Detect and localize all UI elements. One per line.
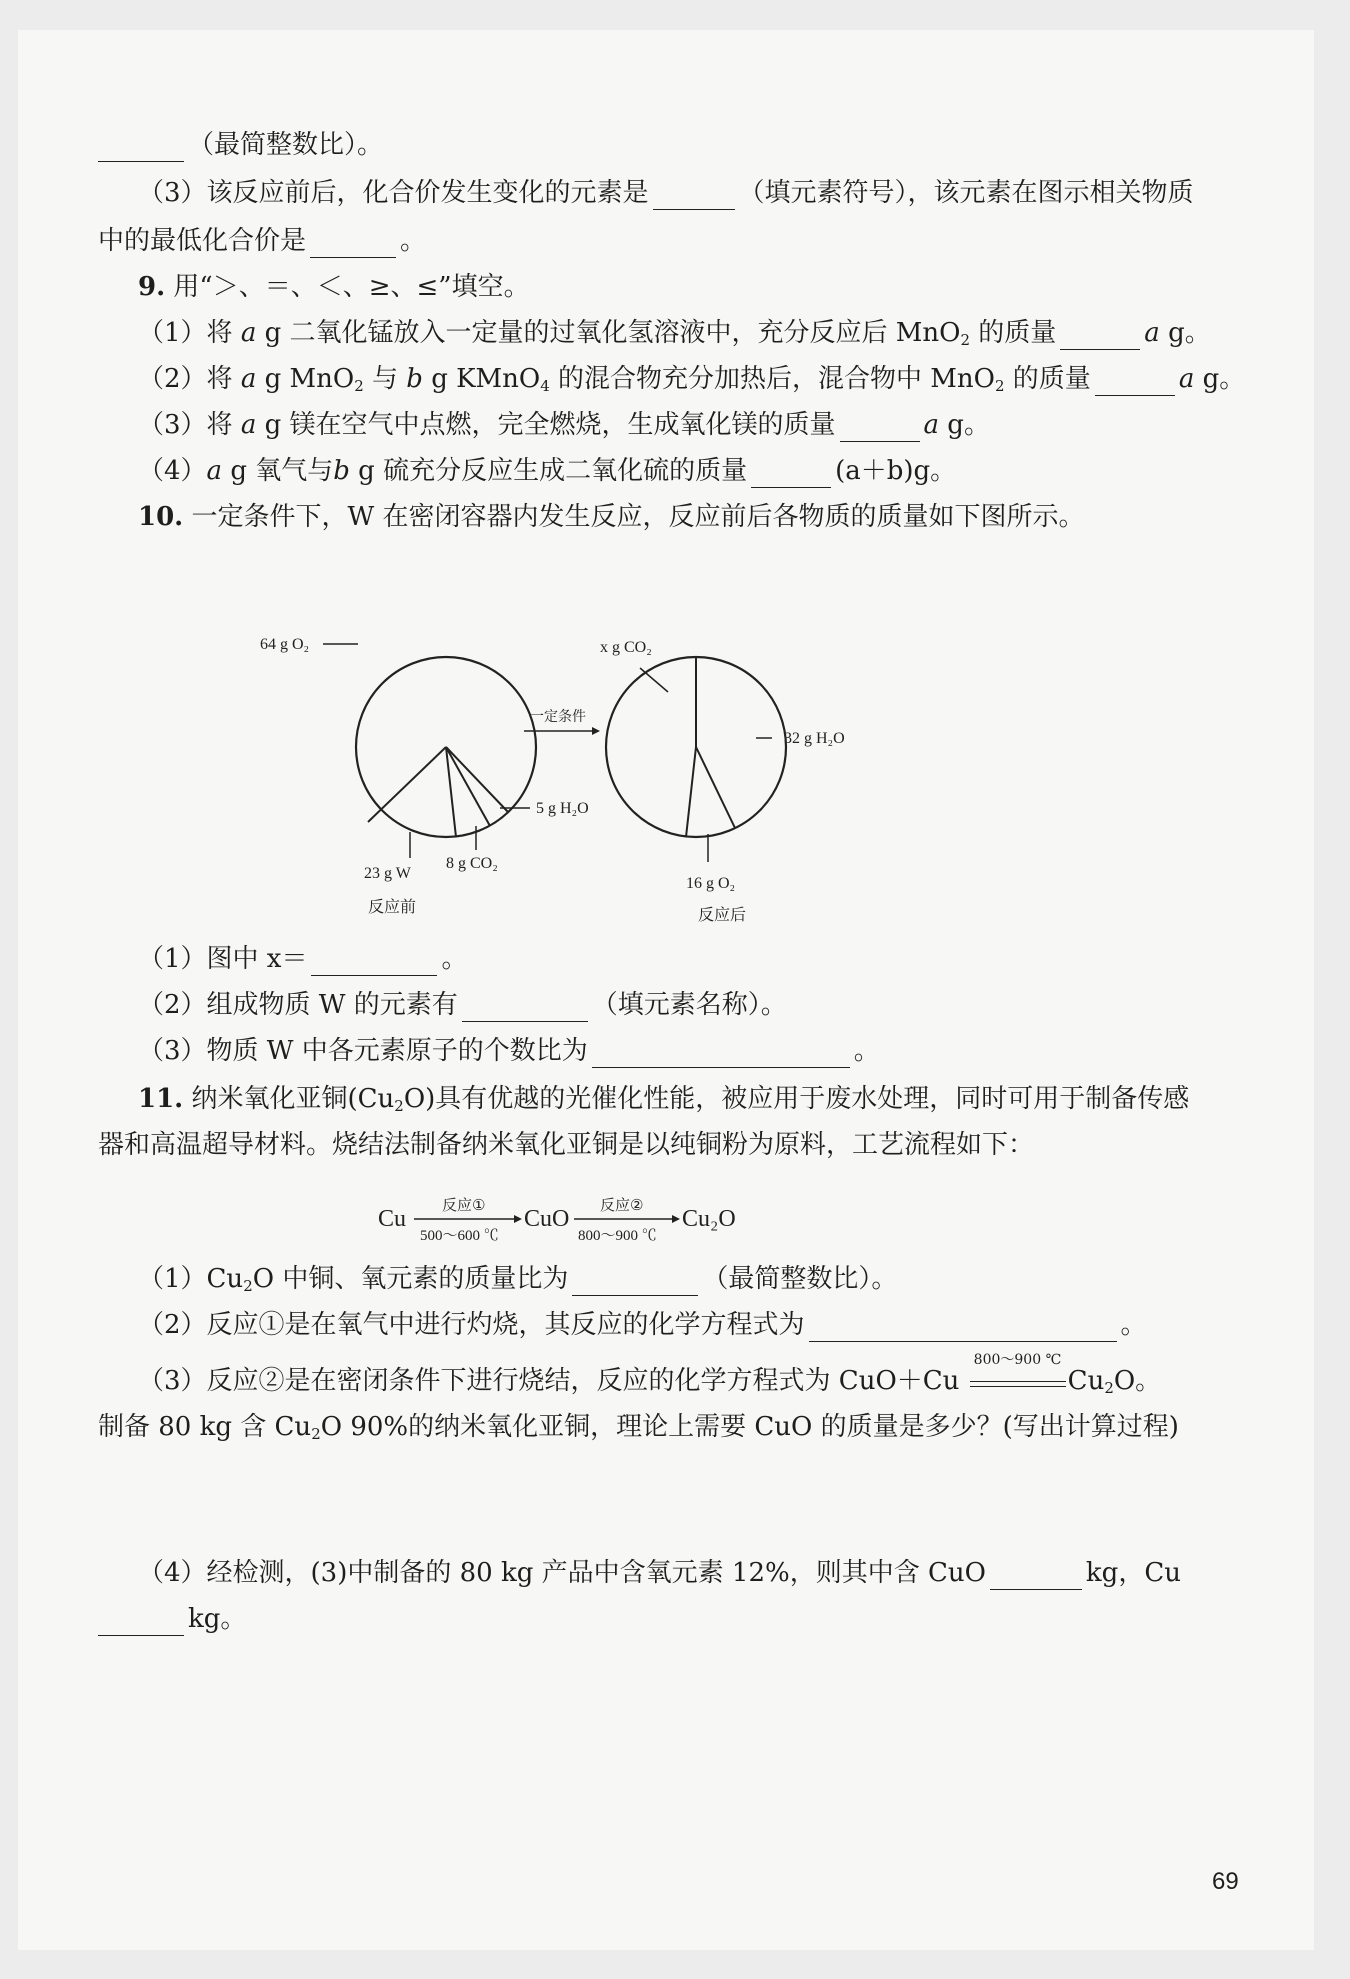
answer-blank[interactable] xyxy=(653,181,735,210)
flow-r2-top: 反应② xyxy=(600,1196,644,1214)
answer-blank[interactable] xyxy=(990,1561,1082,1590)
q11-4: （4）经检测，(3)中制备的 80 kg 产品中含氧元素 12%，则其中含 CuO kg，Cu xyxy=(138,1558,1181,1588)
page-number: 69 xyxy=(1212,1868,1239,1895)
q11-title: 11. 纳米氧化亚铜$(Cu_2O)$具有优越的光催化性能，被应用于废水处理，同时可用于制备传感 xyxy=(138,1084,1190,1115)
q11-3: （3）反应②是在密闭条件下进行烧结，反应的化学方程式为 CuO＋Cu 800～900 ℃ $Cu_2O$。 xyxy=(138,1352,1162,1397)
q11-4-cont: kg。 xyxy=(98,1602,246,1636)
flow-cu2o: Cu₂O xyxy=(682,1206,736,1232)
answer-blank[interactable] xyxy=(462,993,588,1022)
flow-cuo: CuO xyxy=(524,1206,570,1232)
reaction-pie-diagram xyxy=(260,600,1088,924)
process-flow xyxy=(378,1180,778,1250)
answer-blank[interactable] xyxy=(98,1607,184,1636)
label-o2-before: 64 g O₂ xyxy=(260,636,310,653)
q9-title: 9. 用“＞、＝、＜、≥、≤”填空。 xyxy=(138,272,530,302)
label-co2-after: x g CO₂ xyxy=(600,639,652,656)
q9-1: （1）将 a g 二氧化锰放入一定量的过氧化氢溶液中，充分反应后 MnO$_2$ 的质量 a g。 xyxy=(138,318,1211,349)
q10-title: 10. 一定条件下，W 在密闭容器内发生反应，反应前后各物质的质量如下图所示。 xyxy=(138,502,1085,532)
caption-after: 反应后 xyxy=(698,905,747,924)
q9-2: （2）将 a g MnO$_2$ 与 b g KMnO$_4$ 的混合物充分加热后，混合物中 MnO$_2$ 的质量 a g。 xyxy=(138,364,1246,395)
q10-3: （3）物质 W 中各元素原子的个数比为 。 xyxy=(138,1036,880,1066)
q8-2-tail: （最简整数比）。 xyxy=(98,128,383,162)
equation-condition: 800～900 ℃ xyxy=(968,1368,1068,1398)
label-w-before: 23 g W xyxy=(364,865,411,882)
answer-blank[interactable] xyxy=(809,1313,1117,1342)
answer-blank[interactable] xyxy=(1060,321,1140,350)
textbook-page xyxy=(18,30,1314,1950)
q8-3-line1: （3）该反应前后，化合价发生变化的元素是 （填元素符号），该元素在图示相关物质 xyxy=(138,178,1194,208)
answer-blank[interactable] xyxy=(572,1267,698,1296)
label-o2-after: 16 g O₂ xyxy=(686,875,736,892)
flow-cu: Cu xyxy=(378,1206,407,1232)
q10-1: （1）图中 x＝ 。 xyxy=(138,944,468,974)
flow-r1-bottom: 500～600 ℃ xyxy=(420,1228,499,1244)
q11-title-cont: 器和高温超导材料。烧结法制备纳米氧化亚铜是以纯铜粉为原料，工艺流程如下： xyxy=(98,1130,1035,1160)
answer-blank[interactable] xyxy=(592,1039,850,1068)
answer-blank[interactable] xyxy=(840,413,920,442)
answer-blank[interactable] xyxy=(310,229,396,258)
q10-2: （2）组成物质 W 的元素有 （填元素名称）。 xyxy=(138,990,787,1020)
label-h2o-before: 5 g H₂O xyxy=(536,800,589,817)
label-co2-before: 8 g CO₂ xyxy=(446,855,498,872)
q8-3-line2: 中的最低化合价是 。 xyxy=(98,226,427,256)
flow-r1-top: 反应① xyxy=(442,1196,486,1214)
caption-before: 反应前 xyxy=(368,897,417,916)
answer-blank[interactable] xyxy=(311,947,437,976)
q9-3: （3）将 a g 镁在空气中点燃，完全燃烧，生成氧化镁的质量 a g。 xyxy=(138,410,990,440)
answer-blank[interactable] xyxy=(98,133,184,162)
answer-blank[interactable] xyxy=(1095,367,1175,396)
arrow-label: 一定条件 xyxy=(530,709,586,725)
q11-2: （2）反应①是在氧气中进行灼烧，其反应的化学方程式为 。 xyxy=(138,1310,1147,1340)
pie-before xyxy=(356,657,536,837)
label-h2o-after: 32 g H₂O xyxy=(784,730,845,747)
q9-4: （4）a g 氧气与b g 硫充分反应生成二氧化硫的质量 (a＋b)g。 xyxy=(138,456,957,486)
answer-blank[interactable] xyxy=(751,459,831,488)
q11-3-cont: 制备 80 kg 含 $Cu_2O$ 90%的纳米氧化亚铜，理论上需要 CuO 的质量是多少？(写出计算过程) xyxy=(98,1412,1179,1443)
q11-1: $(1)Cu_2O$ 中铜、氧元素的质量比为 （最简整数比）。 xyxy=(138,1264,898,1295)
pie-after xyxy=(606,657,786,837)
flow-r2-bottom: 800～900 ℃ xyxy=(578,1228,657,1244)
